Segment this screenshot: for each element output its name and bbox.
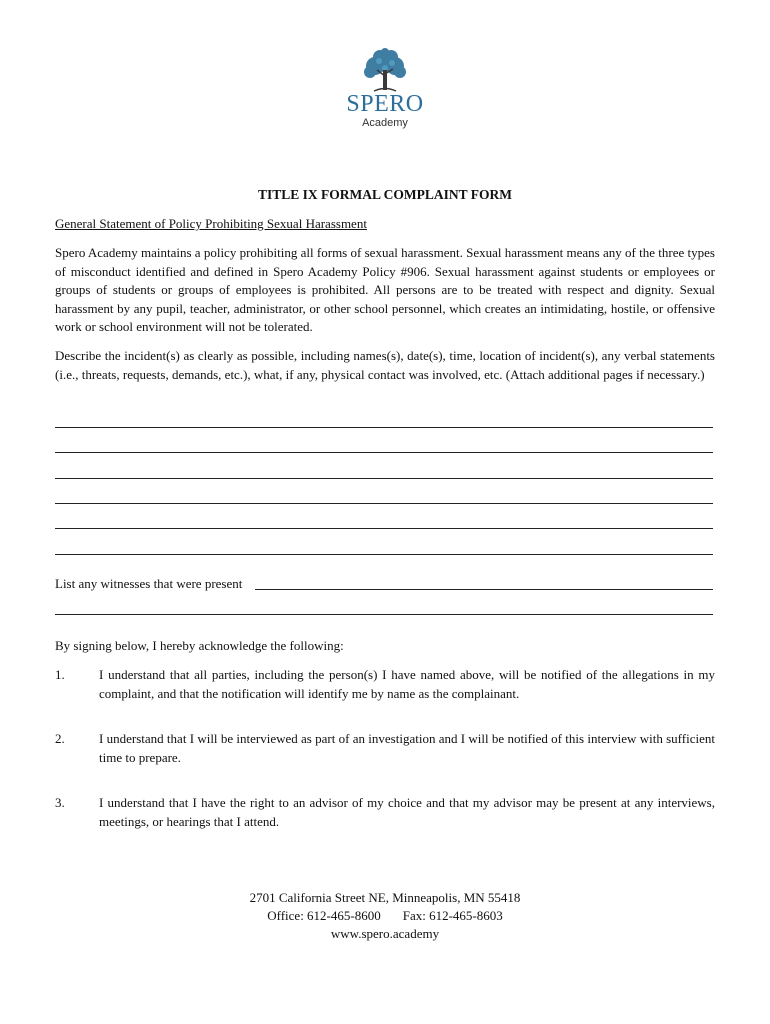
incident-line-6[interactable] <box>55 554 713 555</box>
incident-line-2[interactable] <box>55 452 713 453</box>
acknowledgement-item <box>55 666 715 703</box>
form-title: TITLE IX FORMAL COMPLAINT FORM <box>257 187 512 202</box>
footer-address: 2701 California Street NE, Minneapolis, MN 55418 <box>249 890 521 905</box>
acknowledge-intro: By signing below, I hereby acknowledge the following: <box>55 638 344 653</box>
item-number: 3. <box>55 795 65 810</box>
incident-line-4[interactable] <box>55 503 713 504</box>
tree-icon <box>350 48 420 94</box>
item-text: I understand that I have the right to an advisor of my choice and that my advisor may be present at any interviews, meetings, or hearings that I attend. <box>99 795 715 829</box>
policy-text: Spero Academy maintains a policy prohibiting all forms of sexual harassment. Sexual harassment means any of the three types of misconduct identified and defined in Spero Academy Policy #906. Sexual harassment against students or employees or groups of students or groups of employees is prohibited. All persons are to be treated with respect and dignity. Sexual harassment by any pupil, teacher, administrator, or other school personnel, which creates an intimidating, hostile, or offensive work or school environment will not be tolerated. <box>55 245 715 334</box>
footer-contact <box>0 907 770 925</box>
footer-office: Office: 612-465-8600 <box>267 908 381 923</box>
describe-prompt: Describe the incident(s) as clearly as possible, including names(s), date(s), time, location of incident(s), any verbal statements (i.e., threats, requests, demands, etc.), what, if any, physical contact was involved, etc. (Attach additional pages if necessary.) <box>55 348 715 382</box>
witness-line-1[interactable] <box>255 589 713 590</box>
brand-subtitle: Academy <box>362 117 408 129</box>
footer-fax: Fax: 612-465-8603 <box>402 908 503 923</box>
incident-line-1[interactable] <box>55 427 713 428</box>
item-text: I understand that I will be interviewed as part of an investigation and I will be notified of this interview with sufficient time to prepare. <box>99 731 715 765</box>
item-number: 2. <box>55 731 65 746</box>
incident-line-5[interactable] <box>55 528 713 529</box>
footer-website[interactable]: www.spero.academy <box>330 926 440 941</box>
acknowledgement-item <box>55 794 715 831</box>
brand-title: SPERO <box>346 91 424 117</box>
incident-line-3[interactable] <box>55 478 713 479</box>
policy-heading: General Statement of Policy Prohibiting Sexual Harassment <box>55 216 367 231</box>
witness-line-2[interactable] <box>55 614 713 615</box>
footer <box>0 889 770 943</box>
acknowledgement-item <box>55 730 715 767</box>
witness-label: List any witnesses that were present <box>55 576 245 592</box>
brand-name <box>335 92 435 129</box>
item-text: I understand that all parties, including the person(s) I have named above, will be notified of the allegations in my complaint, and that the notification will identify me by name as the complainant. <box>99 667 715 701</box>
item-number: 1. <box>55 667 65 682</box>
